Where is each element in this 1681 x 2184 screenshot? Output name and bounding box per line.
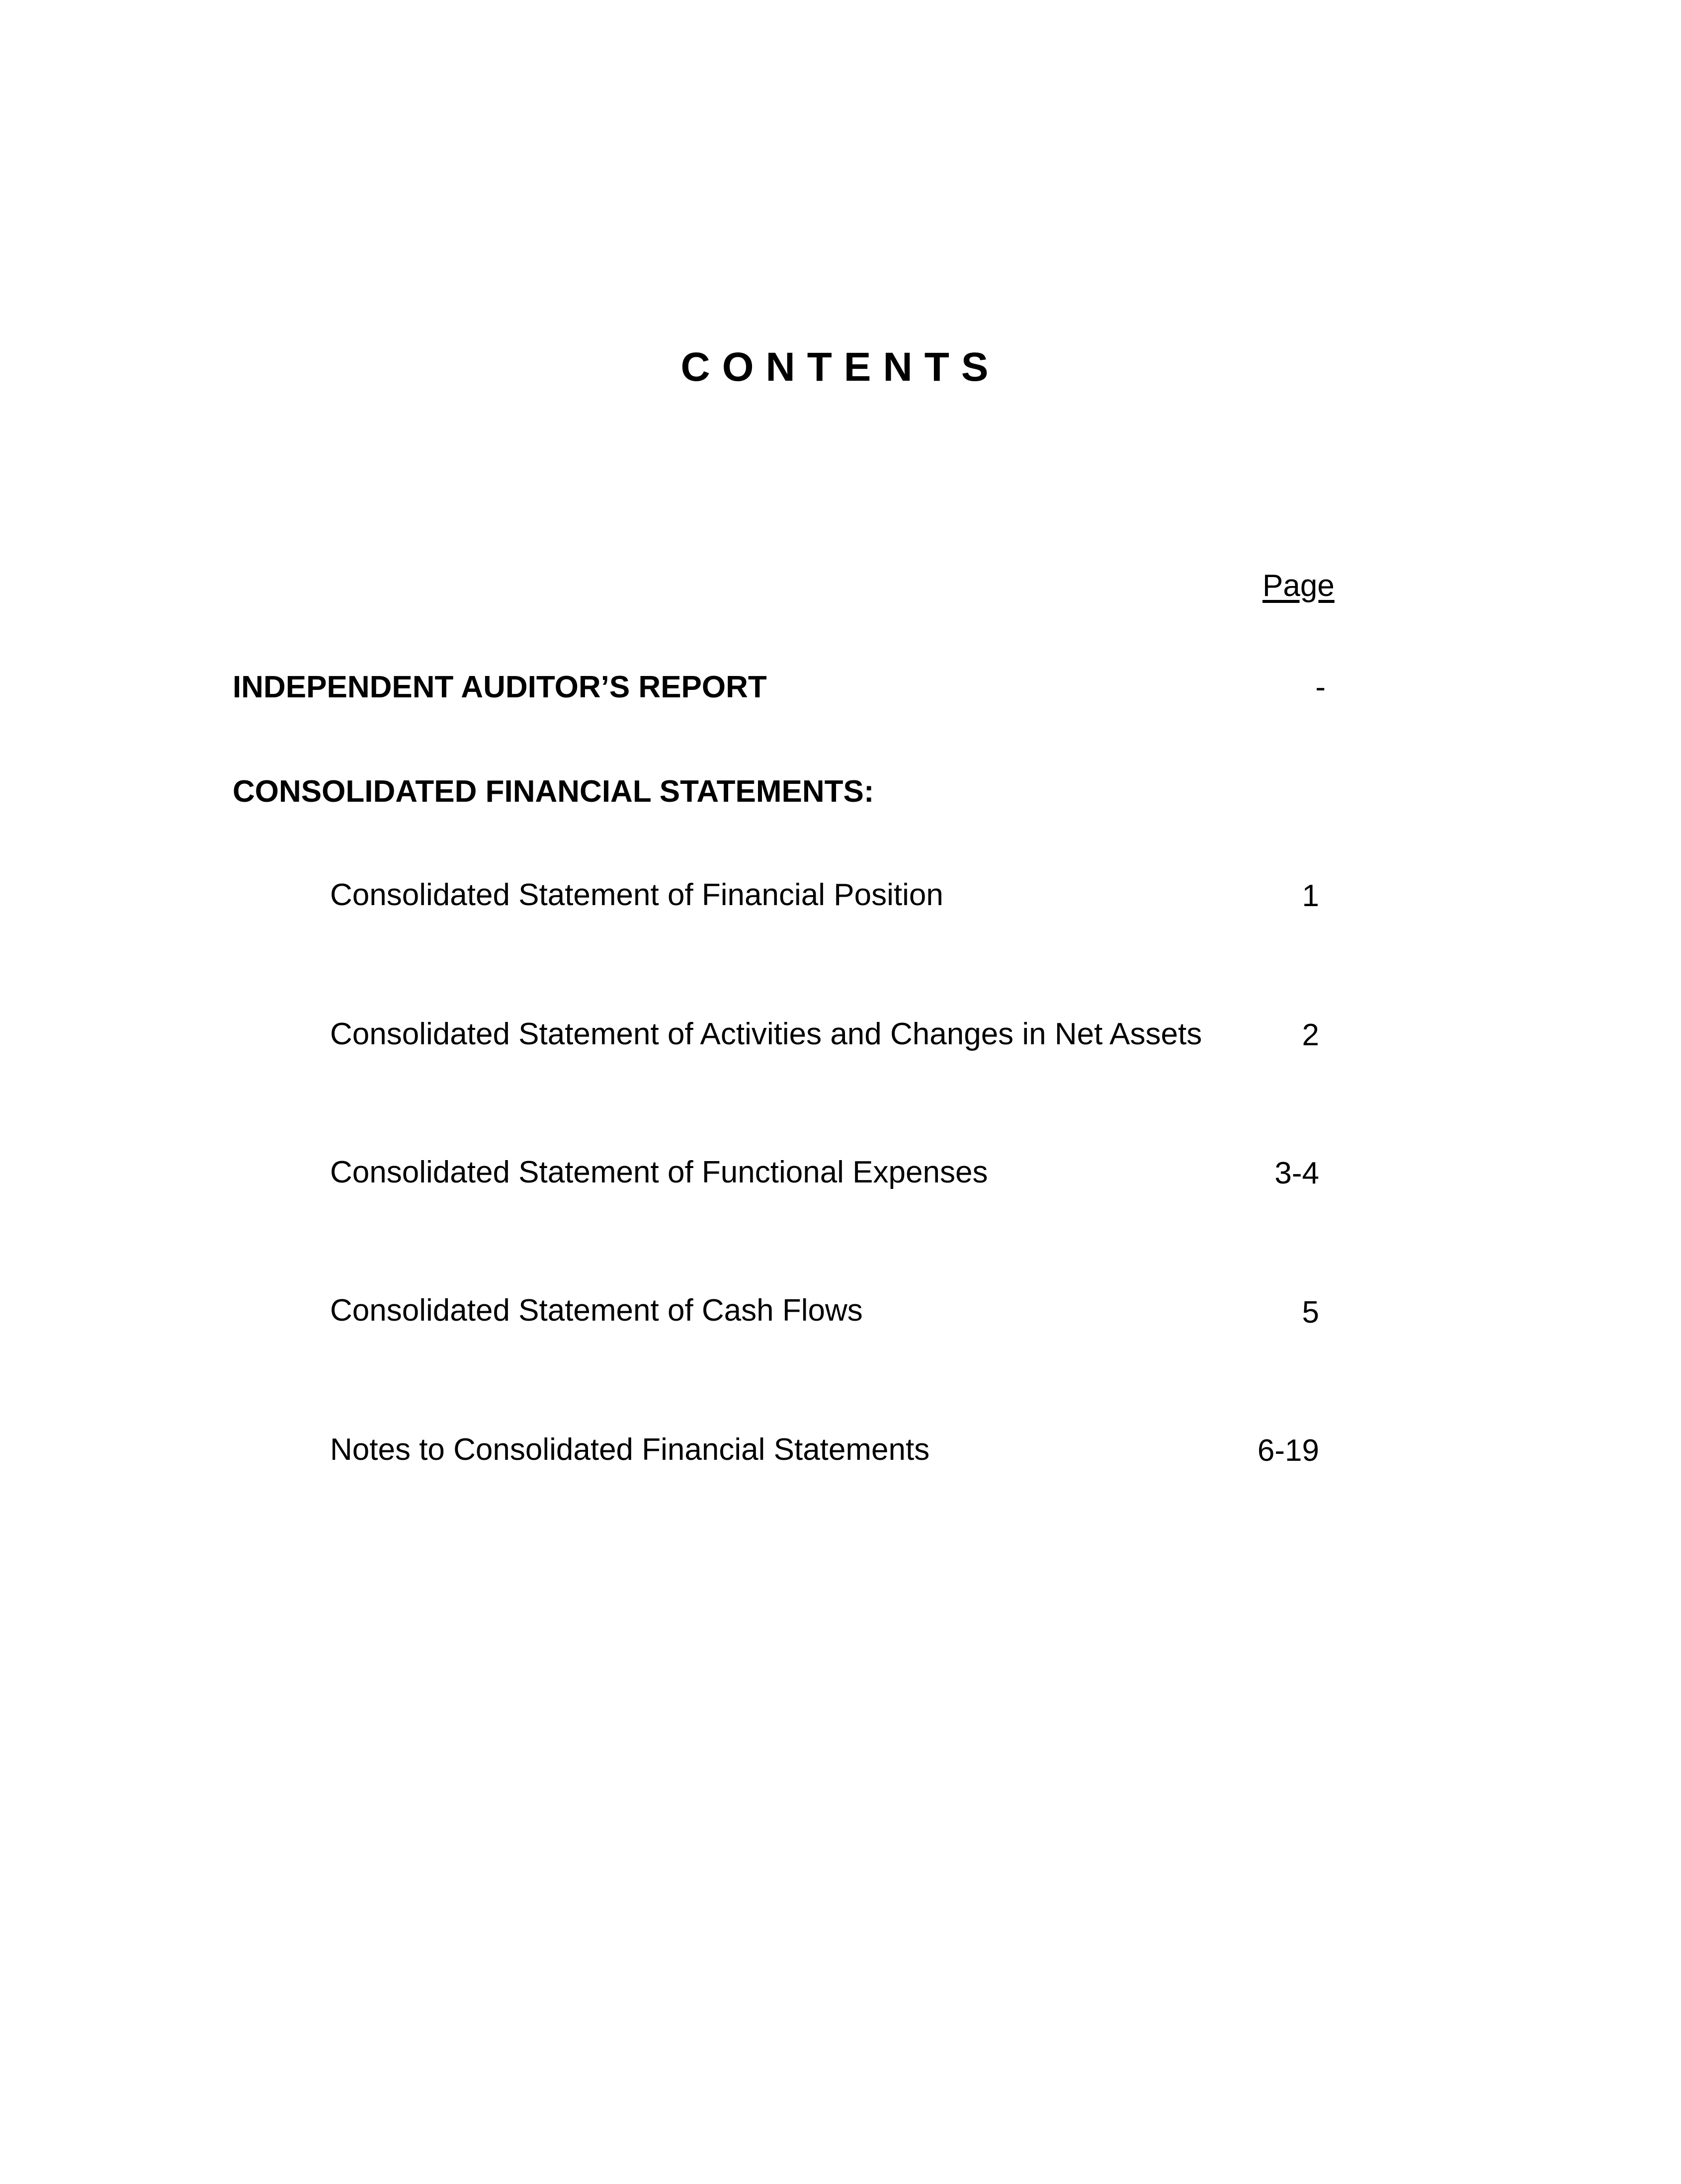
toc-entry-financial-position-page: 1 [1302, 879, 1319, 913]
toc-section-financial-statements: CONSOLIDATED FINANCIAL STATEMENTS: [233, 774, 874, 809]
toc-section-auditors-report: INDEPENDENT AUDITOR’S REPORT [233, 670, 767, 704]
toc-entry-activities: Consolidated Statement of Activities and Changes in Net Assets [330, 1017, 1202, 1051]
toc-entry-activities-page: 2 [1302, 1018, 1319, 1052]
page-column-header: Page [1262, 569, 1335, 603]
toc-entry-financial-position: Consolidated Statement of Financial Position [330, 878, 943, 912]
toc-entry-notes: Notes to Consolidated Financial Statements [330, 1432, 930, 1467]
toc-entry-functional-expenses: Consolidated Statement of Functional Expenses [330, 1155, 988, 1189]
toc-entry-cash-flows: Consolidated Statement of Cash Flows [330, 1293, 863, 1328]
toc-entry-cash-flows-page: 5 [1302, 1295, 1319, 1330]
toc-section-auditors-report-page: - [1315, 670, 1326, 704]
toc-entry-functional-expenses-page: 3-4 [1274, 1156, 1319, 1190]
toc-entry-notes-page: 6-19 [1257, 1433, 1319, 1468]
page-title: CONTENTS [680, 344, 1001, 390]
